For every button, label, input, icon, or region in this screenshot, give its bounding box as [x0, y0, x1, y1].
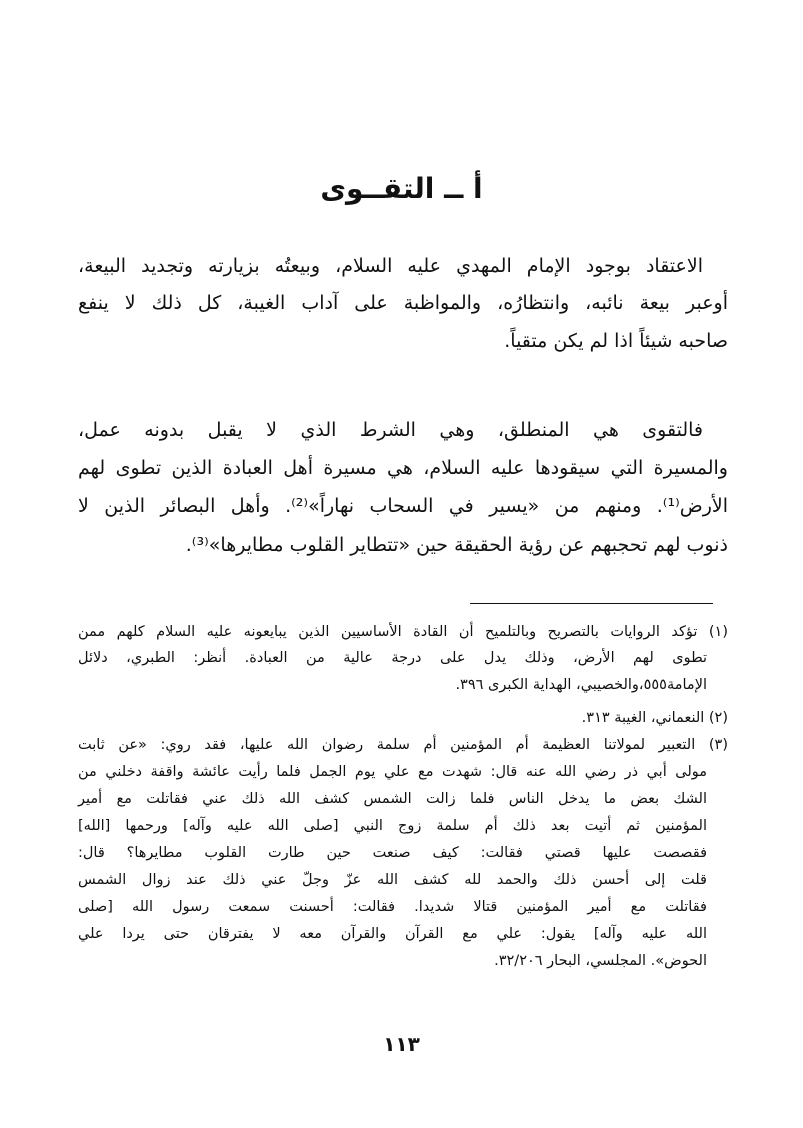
text-line: صاحبه شيئاً اذا لم يكن متقياً. [504, 330, 728, 352]
footnote-line: الإمامة٥٥٥،والخصيبي، الهداية الكبرى ٣٩٦. [455, 677, 707, 693]
text-line: الاعتقاد بوجود الإمام المهدي عليه السلام، وبيعتُه بزيارته وتجديد البيعة، [78, 255, 703, 277]
text-line: فالتقوى هي المنطلق، وهي الشرط الذي لا يقبل بدونه عمل، [78, 419, 703, 441]
text-line: أوعبر بيعة نائبه، وانتظارُه، والمواظبة على آداب الغيبة، كل ذلك لا ينفع [78, 292, 728, 314]
text-line: ذنوب لهم تحجبهم عن رؤية الحقيقة حين «تتطاير القلوب مطايرها»⁽³⁾. [185, 534, 728, 556]
page-number: ١١٣ [383, 1032, 420, 1056]
footnote-line: قلت إلى أحسن ذلك والحمد لله كشف الله عزّ وجلّ عني ذلك عند زوال الشمس [78, 872, 707, 888]
section-title: أ ــ التقــوى [320, 172, 483, 205]
footnote-line: المؤمنين ثم أتيت بعد ذلك أم سلمة زوج النبي [صلى الله عليه وآله] ورحمها [الله] [78, 818, 707, 834]
footnote-line: الله عليه وآله] يقول: علي مع القرآن والقرآن معه لا يفترقان حتى يردا علي [78, 926, 707, 942]
text-line: والمسيرة التي سيقودها عليه السلام، هي مسيرة أهل العبادة الذين تطوى لهم [78, 457, 728, 479]
footnote-line: فقصصت عليها قصتي فقالت: كيف صنعت حين طارت القلوب مطايرها؟ قال: [78, 845, 707, 861]
footnote-line: (٢) النعماني، الغيبة ٣١٣. [581, 710, 728, 726]
footnote-line: (١) تؤكد الروايات بالتصريح وبالتلميح أن القادة الأساسيين الذين يبايعونه عليه السلام كلهم ممن [78, 624, 728, 640]
footnote-line: مولى أبي ذر رضي الله عنه قال: شهدت مع علي يوم الجمل فلما رأيت عائشة واقفة دخلني من [78, 764, 707, 780]
footnote-line: تطوى لهم الأرض، وذلك يدل على درجة عالية من العبادة. أنظر: الطبري، دلائل [78, 650, 707, 666]
footnote-line: فقاتلت مع أمير المؤمنين قتالا شديدا. فقالت: أحسنت سمعت رسول الله [صلى [78, 899, 707, 915]
footnote-line: الشك بعض ما يدخل الناس فلما زالت الشمس كشف الله ذلك عني فقاتلت مع أمير [78, 791, 707, 807]
footnote-separator [470, 603, 713, 604]
footnote-line: الحوض». المجلسي، البحار ٣٢/٢٠٦. [494, 953, 707, 969]
footnote-line: (٣) التعبير لمولاتنا العظيمة أم المؤمنين أم سلمة رضوان الله عليها، فقد روي: «عن ثابت [78, 737, 728, 753]
text-line: الأرض⁽¹⁾. ومنهم من «يسير في السحاب نهاراً»⁽²⁾. وأهل البصائر الذين لا [78, 495, 728, 517]
